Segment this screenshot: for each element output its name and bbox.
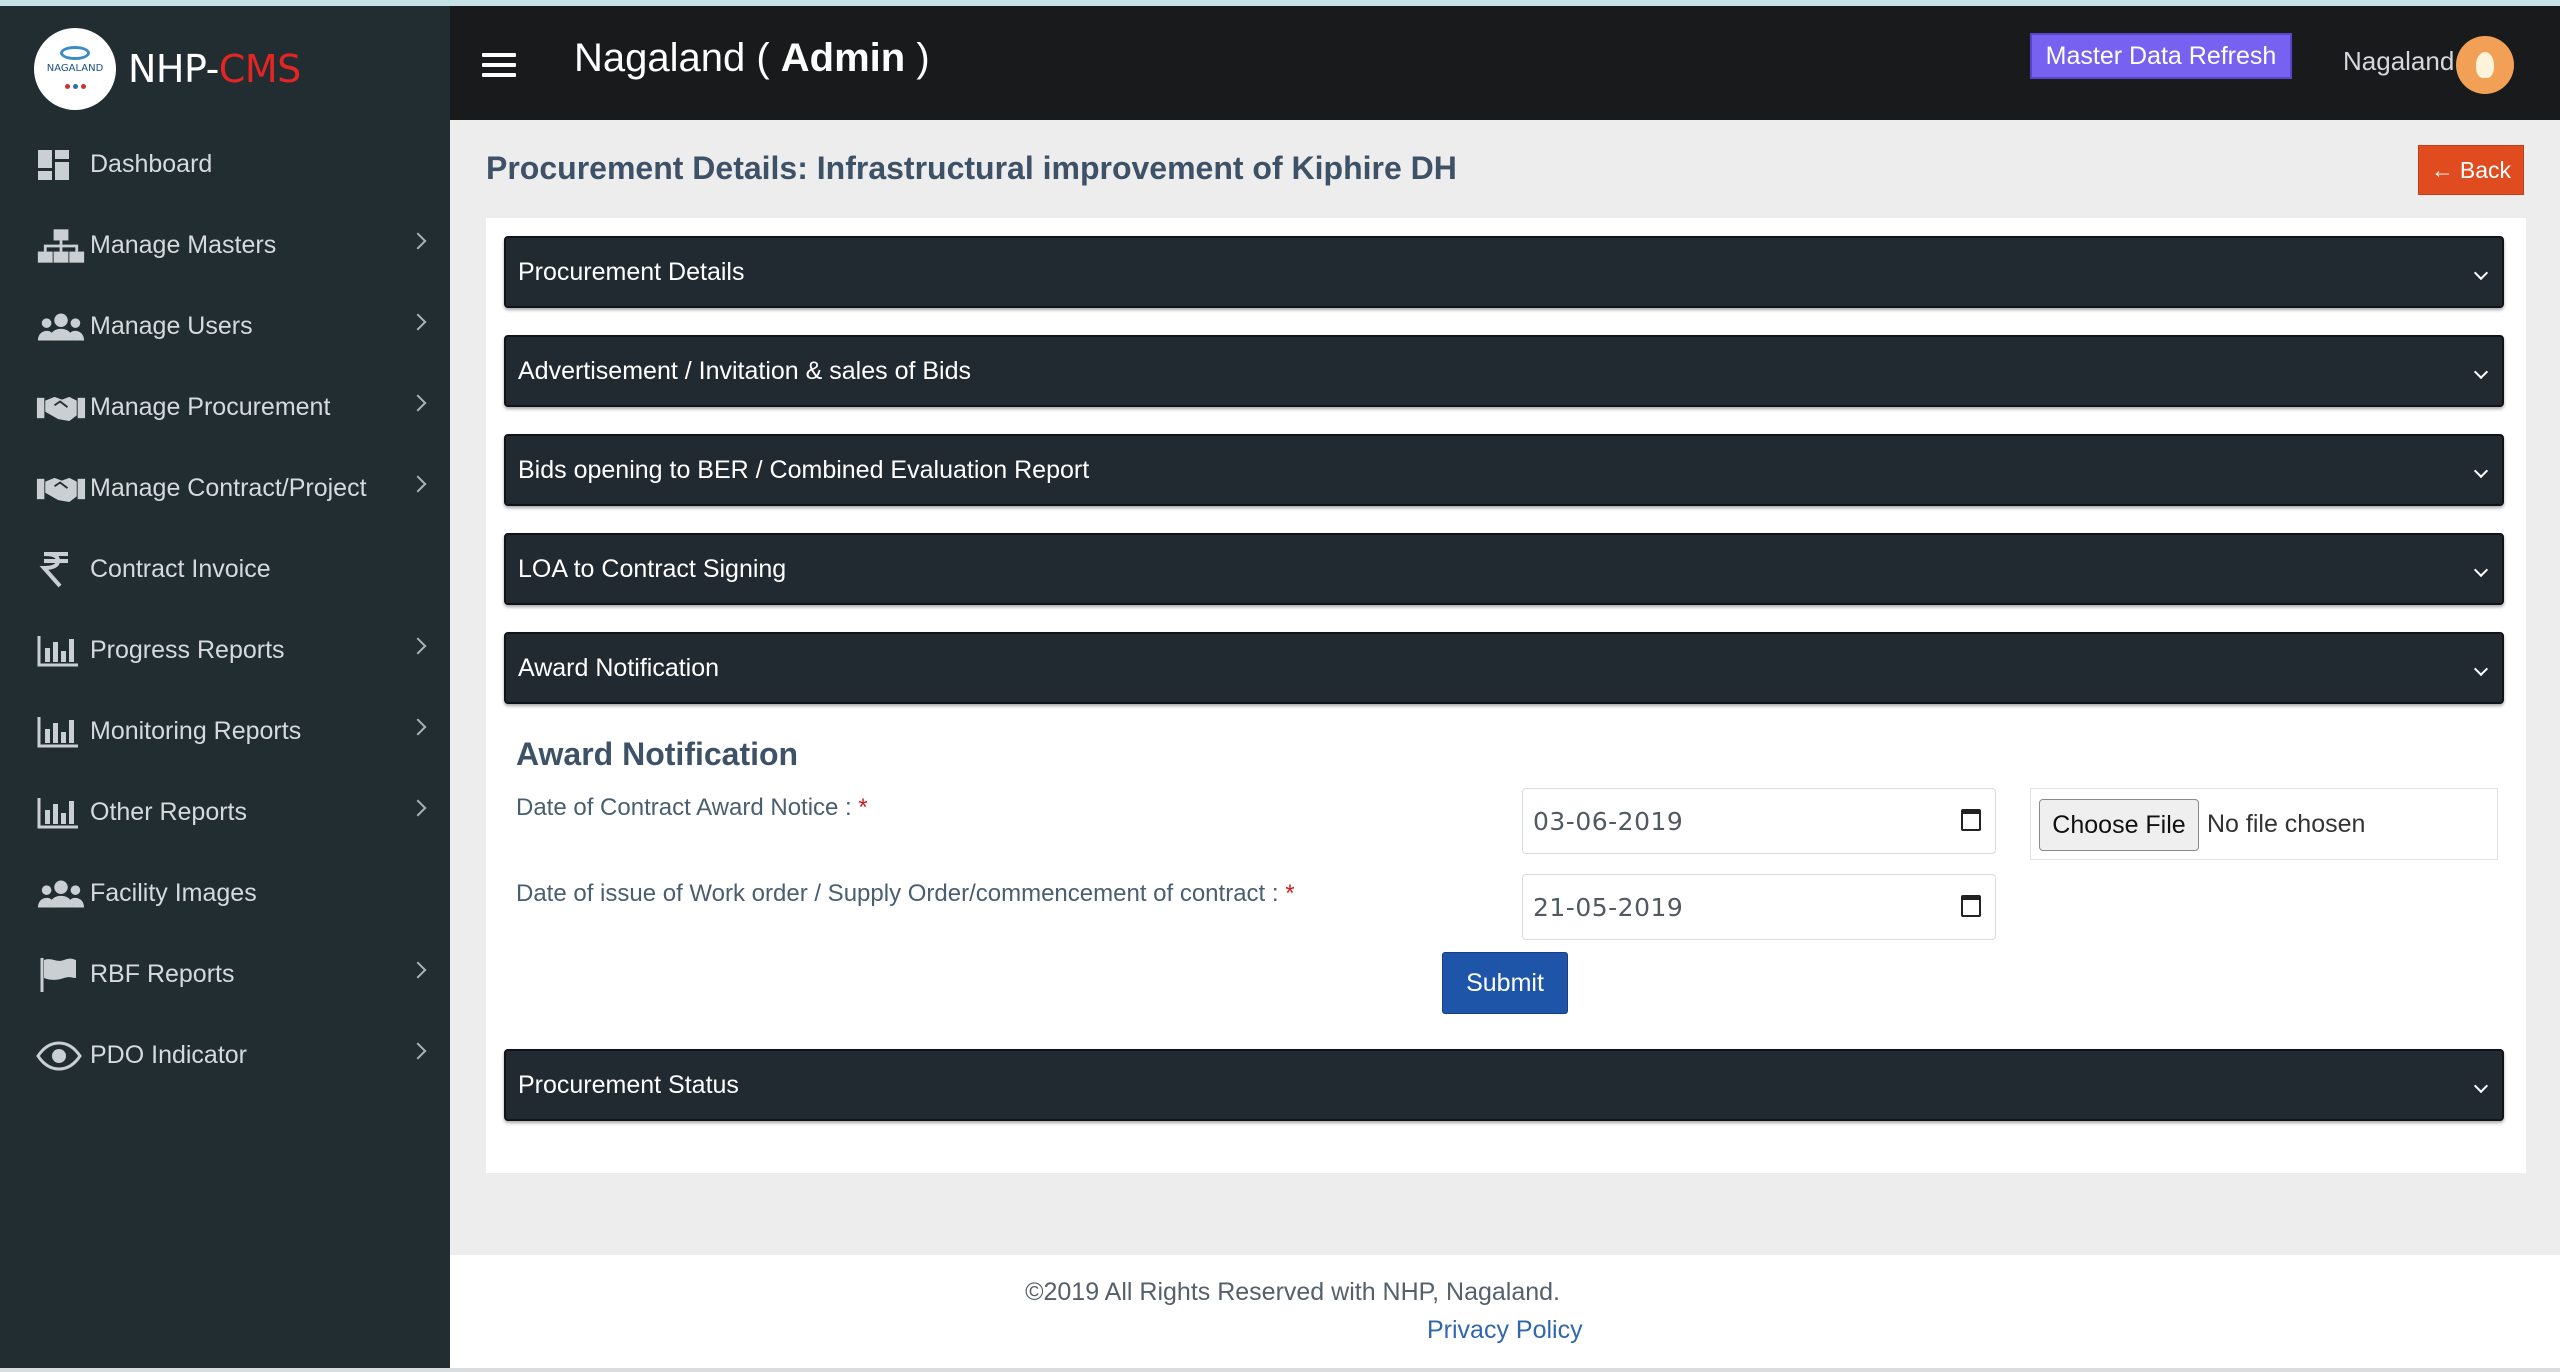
- chevron-down-icon: [2474, 563, 2488, 577]
- accordion-procurement-details[interactable]: Procurement Details: [504, 236, 2504, 308]
- chevron-down-icon: [2474, 662, 2488, 676]
- sidebar-item-label: Manage Users: [90, 312, 253, 340]
- sidebar-item-other-reports[interactable]: [0, 772, 450, 853]
- sidebar-item-label: Manage Procurement: [90, 393, 331, 421]
- handshake-icon: [36, 471, 86, 507]
- calendar-icon[interactable]: [1961, 895, 1981, 917]
- chevron-right-icon: [410, 962, 427, 979]
- chevron-right-icon: [410, 1043, 427, 1060]
- accordion-procurement-status[interactable]: Procurement Status: [504, 1049, 2504, 1121]
- lightbulb-icon: [2476, 52, 2494, 78]
- chevron-right-icon: [410, 314, 427, 331]
- chevron-down-icon: [2474, 266, 2488, 280]
- sidebar-item-label: Contract Invoice: [90, 555, 271, 583]
- sidebar-item-label: Progress Reports: [90, 636, 285, 664]
- sidebar-item-label: Manage Contract/Project: [90, 474, 367, 502]
- award-notice-label: Date of Contract Award Notice : *: [516, 794, 868, 821]
- sidebar-item-rbf-reports[interactable]: [0, 934, 450, 1015]
- logo-text: NAGALAND: [46, 63, 104, 74]
- sidebar-item-label: Manage Masters: [90, 231, 277, 259]
- calendar-icon[interactable]: [1961, 809, 1981, 831]
- brand-name: NHP-CMS: [128, 47, 301, 91]
- accordion-bids-opening[interactable]: Bids opening to BER / Combined Evaluation Report: [504, 434, 2504, 506]
- sidebar-item-contract-invoice[interactable]: [0, 529, 450, 610]
- sidebar-item-facility-images[interactable]: [0, 853, 450, 934]
- sidebar-nav: [0, 124, 450, 1096]
- rupee-icon: [36, 552, 86, 588]
- main-content: [450, 120, 2560, 1255]
- chevron-down-icon: [2474, 365, 2488, 379]
- file-upload-input[interactable]: [2030, 788, 2498, 860]
- award-notice-date-input[interactable]: 03-06-2019: [1522, 788, 1996, 854]
- sidebar-item-dashboard[interactable]: [0, 124, 450, 205]
- footer: [450, 1255, 2560, 1368]
- chevron-right-icon: [410, 638, 427, 655]
- master-data-refresh-button[interactable]: Master Data Refresh: [2030, 33, 2292, 79]
- header-title: Nagaland ( Admin ): [574, 36, 930, 80]
- sidebar-item-label: Other Reports: [90, 798, 248, 826]
- nagaland-logo: [34, 28, 116, 110]
- arrow-left-icon: ←: [2430, 156, 2454, 183]
- dashboard-icon: [36, 147, 86, 183]
- award-section-title: Award Notification: [516, 736, 799, 772]
- copyright-text: ©2019 All Rights Reserved with NHP, Nagaland.: [1025, 1278, 1560, 1306]
- sidebar-item-label: Facility Images: [90, 879, 257, 907]
- sidebar-item-manage-contract-project[interactable]: [0, 448, 450, 529]
- chevron-down-icon: [2474, 464, 2488, 478]
- sitemap-icon: [36, 228, 86, 264]
- sidebar-item-monitoring-reports[interactable]: [0, 691, 450, 772]
- eye-icon: [36, 1038, 86, 1074]
- user-name[interactable]: Nagaland: [2343, 46, 2455, 76]
- accordion-advertisement[interactable]: Advertisement / Invitation & sales of Bids: [504, 335, 2504, 407]
- privacy-policy-link[interactable]: Privacy Policy: [1427, 1316, 1583, 1344]
- accordion-loa-contract-signing[interactable]: LOA to Contract Signing: [504, 533, 2504, 605]
- top-header: [450, 6, 2560, 120]
- chevron-right-icon: [410, 800, 427, 817]
- users-icon: [36, 876, 86, 912]
- chevron-right-icon: [410, 476, 427, 493]
- users-icon: [36, 309, 86, 345]
- sidebar-item-manage-masters[interactable]: [0, 205, 450, 286]
- sidebar-item-label: Dashboard: [90, 150, 213, 178]
- chevron-right-icon: [410, 719, 427, 736]
- back-button[interactable]: ← Back: [2418, 145, 2524, 195]
- sidebar-item-manage-users[interactable]: [0, 286, 450, 367]
- page-title: Procurement Details: Infrastructural improvement of Kiphire DH: [486, 150, 1457, 186]
- hamburger-menu-icon[interactable]: [482, 53, 516, 77]
- work-order-date-input[interactable]: 21-05-2019: [1522, 874, 1996, 940]
- flag-icon: [36, 957, 86, 993]
- chevron-right-icon: [410, 233, 427, 250]
- choose-file-button[interactable]: Choose File: [2039, 799, 2199, 851]
- bar-chart-icon: [36, 795, 86, 831]
- sidebar-item-progress-reports[interactable]: [0, 610, 450, 691]
- handshake-icon: [36, 390, 86, 426]
- bar-chart-icon: [36, 633, 86, 669]
- sidebar-item-label: RBF Reports: [90, 960, 235, 988]
- procurement-card: [486, 218, 2526, 1173]
- file-status: No file chosen: [2207, 810, 2366, 838]
- sidebar-item-manage-procurement[interactable]: [0, 367, 450, 448]
- brand[interactable]: [34, 26, 301, 112]
- sidebar-item-label: PDO Indicator: [90, 1041, 248, 1069]
- sidebar-item-label: Monitoring Reports: [90, 717, 302, 745]
- work-order-label: Date of issue of Work order / Supply Order/commencement of contract : *: [516, 880, 1295, 907]
- accordion-award-notification[interactable]: Award Notification: [504, 632, 2504, 704]
- submit-button[interactable]: Submit: [1442, 952, 1568, 1014]
- user-avatar[interactable]: [2456, 36, 2514, 94]
- chevron-right-icon: [410, 395, 427, 412]
- sidebar-item-pdo-indicator[interactable]: [0, 1015, 450, 1096]
- sidebar: [0, 6, 450, 1368]
- bar-chart-icon: [36, 714, 86, 750]
- chevron-down-icon: [2474, 1079, 2488, 1093]
